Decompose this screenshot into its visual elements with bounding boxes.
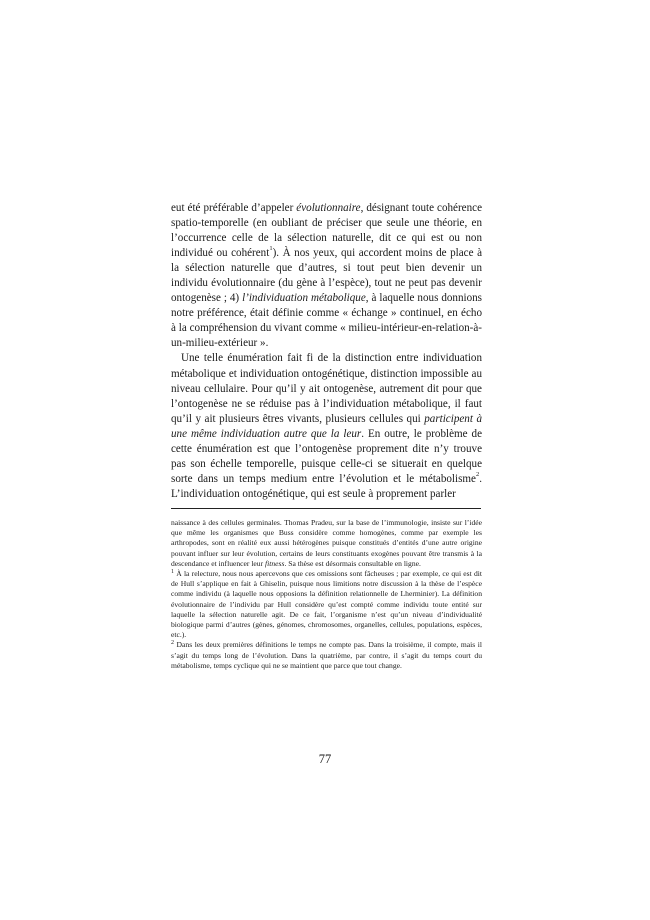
text-run: . En outre, le problème de cette énumération est que l’ontogenèse proprement dite n’y trouve pas son échelle temporelle, puisque celle-ci se situerait en quelque sorte dans un temps medium entre l’évolution et le métabolisme <box>171 427 483 485</box>
page-number: 77 <box>318 752 332 766</box>
footnote-text: Dans les deux premières définitions le temps ne compte pas. Dans la troisième, il compte, mais il s’agit du temps long de l’évolution. Dans la quatrième, par contre, il s’agit du temps court du métabolisme, temps cyclique qui ne se maintient que parce que tout change. <box>171 640 482 670</box>
footnote-text: À la relecture, nous nous apercevons que ces omissions sont fâcheuses ; par exemple, ce qui est dit de Hull s’applique en fait à Ghiselin, puisque nous limitions notre discussion à la thèse de l’espèce comme individu (à laquelle nous opposions la définition relationnelle de Lherminier). La définition évolutionnaire de l’individu par Hull considère qu’est compté comme individu toute entité sur laquelle la sélection naturelle agit. De ce fait, l’organisme n’est qu’un niveau d’individualité biologique parmi d’autres (gènes, génomes, chromosomes, organelles, cellules, populations, espèces, etc.). <box>171 568 482 640</box>
footnote-separator <box>171 508 481 509</box>
paragraph-2 <box>171 351 482 501</box>
text-run: ). À nos yeux, qui accordent moins de place à la sélection naturelle que d’autres, si tout peut bien devenir un individu évolutionnaire (du gène à l’espèce), tout ne peut pas devenir ontogenèse ; 4) <box>171 247 482 305</box>
italic-phrase: participent à une même individuation autre que la leur <box>171 412 482 440</box>
paragraph-1 <box>171 201 482 351</box>
footnote-continuation <box>171 518 482 569</box>
text-run: , à laquelle nous donnions notre préférence, était définie comme « échange » continuel, en écho à la compréhension du vivant comme « milieu-intérieur-en-relation-à-un-milieu-extérieur ». <box>171 292 483 350</box>
italic-term: fitness <box>265 558 285 568</box>
page-body <box>171 201 482 671</box>
footnote-ref-2[interactable]: 2 <box>475 470 480 478</box>
footnote-2 <box>171 640 482 671</box>
text-run: . L’individuation ontogénétique, qui est seule à proprement parler <box>171 472 482 500</box>
text-run: , désignant toute cohérence spatio-temporelle (en oubliant de préciser que seule une théorie, en l’occurrence celle de la sélection naturelle, dit ce qui est ou non individué ou cohérent <box>171 202 482 260</box>
text-run: Une telle énumération fait fi de la distinction entre individuation métabolique et individuation ontogénétique, distinction impossible au niveau cellulaire. Pour qu’il y ait ontogenèse, autrement dit pour que l’ontogenèse ne se réduise pas à l’individuation métabolique, il faut qu’il y ait plusieurs êtres vivants, plusieurs cellules qui <box>171 352 482 425</box>
italic-term: évolutionnaire <box>296 202 361 214</box>
footnote-ref-1[interactable]: 1 <box>269 245 273 253</box>
footnote-mark: 2 <box>171 640 174 647</box>
text-run: eut été préférable d’appeler <box>171 202 297 214</box>
footnote-mark: 1 <box>171 568 174 575</box>
footnote-1 <box>171 569 482 640</box>
italic-term: l’individuation métabolique <box>242 292 366 305</box>
text-run: . Sa thèse est désormais consultable en ligne. <box>284 558 421 568</box>
text-run: naissance à des cellules germinales. Thomas Pradeu, sur la base de l’immunologie, insiste sur l’idée que même les organismes que Buss considère comme homogènes, comme par exemple les arthropodes, sont en réalité eux aussi hétérogènes puisque constitués d’entités d’une autre origine pouvant influer sur leur évolution, certains de leurs constituants exogènes pouvant être transmis à la descendance et influencer leur <box>171 517 482 568</box>
